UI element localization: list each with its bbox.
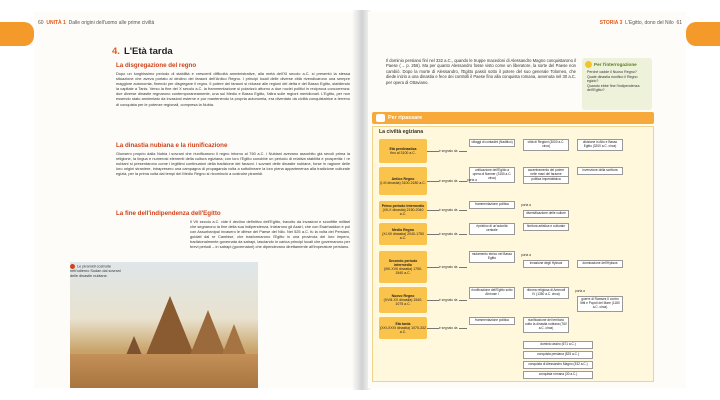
link-label: porta a	[521, 253, 531, 257]
event-node: conquista romana (30 a.C.)	[523, 371, 593, 379]
right-page	[368, 12, 686, 388]
event-node: guerre di Ramses II contro Ittiti e Popoli del Mare (1180 a.C. circa)	[577, 296, 623, 312]
link-label: porta a	[521, 203, 531, 207]
period-name: Secondo periodo intermedio	[388, 258, 418, 267]
link-label: è segnato da	[439, 208, 458, 212]
period-dates: (XI-XII dinastia) 2040-1750 a.C.	[382, 231, 424, 241]
period-dates: (XIII-XVII dinastia) 1750-1540 a.C.	[383, 267, 423, 276]
link-label: è segnato da	[439, 298, 458, 302]
event-node: invenzione della scrittura	[577, 167, 623, 175]
running-head-left	[38, 20, 154, 26]
event-node: villaggi di contadini (Naditico)	[469, 139, 515, 147]
period-box	[379, 317, 427, 339]
connector-line	[459, 267, 467, 268]
event-node: dominio assiro (671 a.C.)	[523, 341, 593, 349]
event-node: frammentazione politica	[469, 317, 515, 325]
connector-line	[459, 210, 467, 211]
interrogation-box	[582, 58, 652, 110]
chapter-number: 4.	[112, 46, 120, 57]
page-number-right: 61	[676, 20, 682, 26]
event-node: politica imperialistica	[523, 176, 569, 184]
period-box	[379, 201, 427, 219]
period-name: Antico Regno	[391, 176, 415, 181]
link-label: è segnato da	[439, 232, 458, 236]
table-title: La civiltà egiziana	[379, 129, 424, 135]
question-item: Perché cadde il Nuovo Regno?	[587, 70, 637, 74]
connector-line	[459, 328, 467, 329]
running-head-right	[600, 20, 682, 26]
event-node: riforma religiosa di Amenofi IV (1350 a.C. circa)	[523, 287, 569, 299]
section-heading-3: La fine dell'indipendenza dell'Egitto	[116, 210, 221, 217]
right-corner-tab	[686, 22, 720, 46]
question-item: Quale dinastia riunificò il Regno egizio?	[587, 74, 638, 84]
connector-line	[427, 181, 439, 182]
period-box	[379, 139, 427, 163]
link-label: è segnato da	[439, 265, 458, 269]
event-node: mutamento etnico nel Basso Egitto	[469, 251, 515, 263]
event-node: ripristino di un'autorità centrale	[469, 223, 515, 235]
intro-paragraph: Il dominio persiano finì nel 332 a.C., quando le truppe macedoni di Alessandro Magno conquistarono il Paese (→ p. 256). Ma per quanto Alessandro fosse visto come un liberatore, la sorte del Paese non cambiò. Dopo la morte di Alessandro, l'Egitto passò sotto il potere del suo generale Tolomeo, che diede inizio a una dinastia e fece dei controlli il Paese fino alla conquista romana, avvenuta nel 30 a.C. per opera di Ottaviano.	[386, 58, 576, 85]
section-heading-2: La dinastia nubiana e la riunificazione	[116, 142, 228, 149]
connector-line	[427, 151, 439, 152]
unit-label: UNITÀ 1	[46, 20, 66, 26]
connector-line	[427, 234, 439, 235]
photo-caption-text: Le piramidi costruite nell'odierno Sudan dai sovrani delle dinastie nubiane.	[70, 264, 121, 278]
pyramids-photo	[70, 262, 258, 388]
link-label: è segnato da	[439, 326, 458, 330]
civilization-table	[372, 126, 654, 382]
period-dates: (XVIII-XX dinastia) 1540-1075 a.C.	[383, 297, 423, 307]
section-text-3: Il VII secolo a.C. vide il declino definitivo dell'Egitto, travolto da invasioni e sconfitte militari che segnarono la fine della sua indipendenza. Iniziarono gli Assiri, che con Esarhaddon e poi con Assurbanipal invasero le difese del Paese del Nilo. Nel 525 a.C. fu la volta dei Persiani, guidati dal re Cambise, che trasformarono l'Egitto in una provincia del loro impero, tradizionalmente governata da satrapi, lasciando in carica principi locali che governarono per brevi periodi – in satrapi (governatori) che dipendevano direttamente all'imperatore persiano.	[190, 219, 350, 250]
left-corner-tab	[0, 22, 34, 46]
event-node: riunificazione del territorio sotto la dinastia nubiana (760 a.C. circa)	[523, 317, 569, 333]
event-node: città di Regioni (3000 a.C. circa)	[523, 139, 569, 151]
left-page	[34, 12, 356, 388]
pencil-icon	[376, 114, 385, 122]
event-node: conquista di Alessandro Magno (332 a.C.)	[523, 361, 593, 369]
connector-line	[427, 210, 439, 211]
period-name: Età predinastica	[389, 146, 417, 151]
period-name: Medio Regno	[392, 227, 414, 232]
link-label: è segnato da	[439, 179, 458, 183]
period-name: Primo periodo intermedio	[381, 203, 425, 208]
period-dates: (I-III dinastia) 3100-2180 a.C.	[380, 181, 426, 185]
connector-line	[459, 234, 467, 235]
event-node: conquista persiana (525 a.C.)	[523, 351, 593, 359]
page-number-left: 60	[38, 20, 44, 26]
event-node: fioritura artistica e culturale	[523, 223, 569, 231]
recap-bar	[372, 112, 654, 124]
connector-line	[427, 328, 439, 329]
event-node: frammentazione politica	[469, 201, 515, 209]
question-item: Quando ebbe fine l'indipendenza dell'Egitto?	[587, 83, 640, 93]
chapter-title	[112, 46, 173, 57]
period-dates: (VII-X dinastia) 2150-2040 a.C.	[382, 207, 424, 217]
connector-line	[459, 300, 467, 301]
period-dates: (XXI-XXXI dinastia) 1075-332 a.C.	[380, 325, 426, 335]
event-node: accentramento del potere nelle mani del faraone	[523, 167, 569, 179]
connector-line	[427, 267, 439, 268]
unit-title: Dalle origini dell'uomo alle prime civiltà	[68, 20, 155, 26]
period-name: Età tarda	[395, 321, 411, 326]
period-box	[379, 251, 427, 283]
section-text-1: Dopo un lunghissimo periodo di stabilità e crescenti difficoltà amministrative, alla metà dell'XI secolo a.C. si presentò la stessa situazione che aveva portato al declino dei faraoni dell'Antico Regno. I principi locali delle diverse città rivendicarono una sempre maggiore autonomia, finendo per disgregare il regno. Il potere dei faraoni si ridusse alle regioni del delta e del Basso Egitto, stabilendo la capitale a Tanis. Verso la fine del X secolo a.C. la frammentazione si polarizzò attorno a due nuclei politici in reciproca concorrenza: due diverse dinastie regnarono contemporaneamente, una sul Medio e Basso Egitto, l'altra sulle regioni meridionali. L'Egitto, per non essendo stato annientato da invasioni esterne e pur mantenendo la propria autonomia, era diventato da civiltà conquistatrice a terreno di conquista per le potenze regionali, compresa la Nubia.	[116, 71, 350, 107]
event-node: riunificazione dell'Egitto sotto Ahmose I	[469, 287, 515, 299]
interrogation-title: Per l'interrogazione	[594, 62, 637, 67]
event-node: unificazione dell'Egitto a opera di Narmer (3150 a.C. circa)	[469, 167, 515, 183]
photo-caption	[70, 264, 124, 278]
link-label: è segnato da	[439, 149, 458, 153]
event-node: divisione in Alto e Basso Egitto (3200 a.C. circa)	[577, 139, 623, 151]
lightbulb-icon	[585, 61, 592, 68]
section-text-2: Giunsero proprio dalla Nubia i sovrani che riunificarono il regno intorno al 760 a.C. i Nubiani avevano assorbito già secoli prima la religione, la lingua e numerosi elementi della cultura egiziana; con loro l'Egitto conobbe un periodo di relativa stabilità e prosperità: i re nubiani si presentarono come i legittimi continuatori della tradizione dei faraoni. I sovrani delle dinastie nubiane, forse in ragione delle loro origini straniere, intrapresero una campagna di propaganda volta a sottolineare la loro piena appartenenza alla tradizione culturale egizia, per la prima volta dai tempi del Medio Regno si ricominciò a costruire piramidi.	[116, 151, 350, 177]
event-node: diversificazione delle culture	[523, 210, 569, 218]
connector-line	[459, 181, 467, 182]
chapter-title-text: L'Età tarda	[123, 46, 173, 57]
recap-label: Per ripassare	[388, 115, 423, 121]
period-box	[379, 287, 427, 313]
story-label: STORIA 3	[599, 20, 623, 26]
section-heading-1: La disgregazione del regno	[116, 62, 197, 69]
period-dates: fino al 3100 a.C.	[390, 151, 416, 155]
event-node: invasione degli Hyksos	[523, 260, 569, 268]
period-name: Nuovo Regno	[391, 293, 415, 298]
period-box	[379, 223, 427, 245]
link-label: porta a	[575, 289, 585, 293]
event-node: dominazione dell'Hyksos	[577, 260, 623, 268]
story-title: L'Egitto, dono del Nilo	[625, 20, 674, 26]
link-label: porta a	[467, 178, 477, 182]
period-box	[379, 167, 427, 195]
connector-line	[459, 151, 467, 152]
connector-line	[427, 300, 439, 301]
